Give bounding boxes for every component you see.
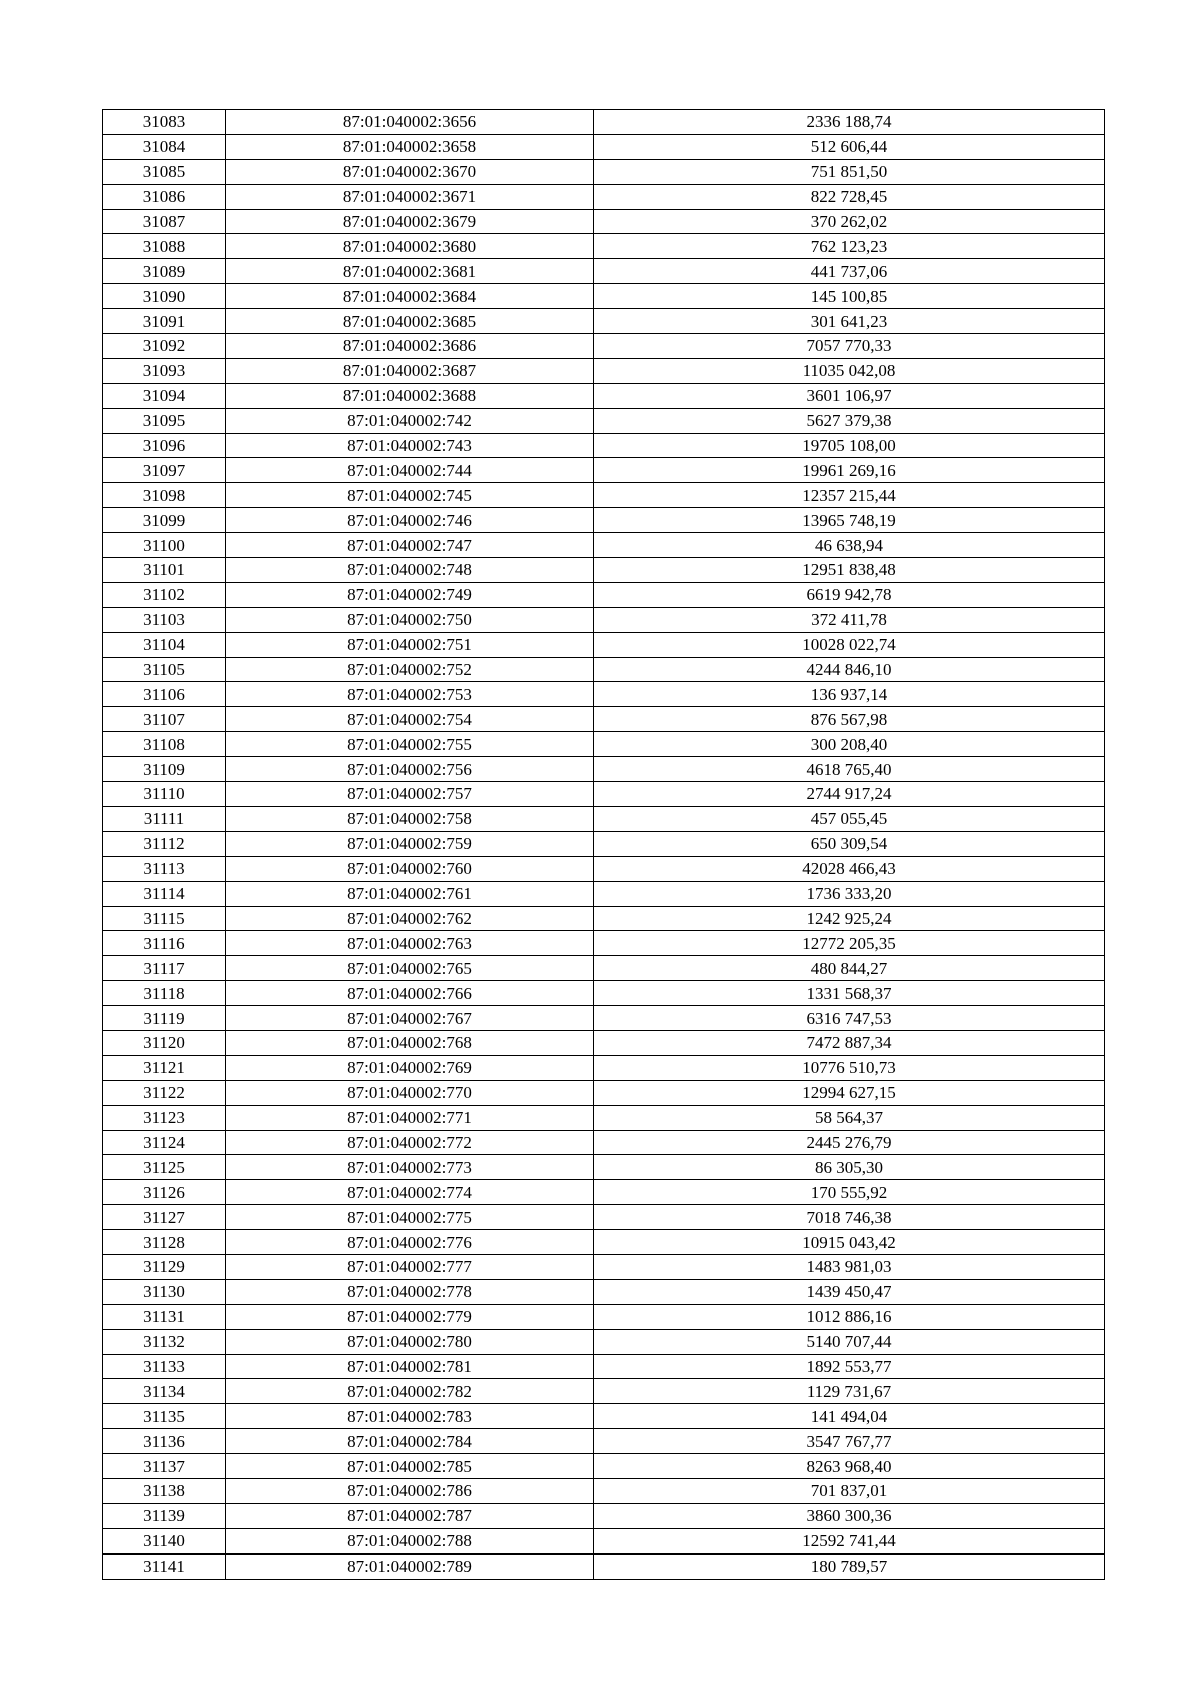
row-number-cell: 31095: [103, 408, 226, 433]
row-number-cell: 31097: [103, 458, 226, 483]
table-row: [103, 1354, 1105, 1379]
cadastral-number-cell: 87:01:040002:788: [226, 1528, 594, 1553]
table-row: [103, 334, 1105, 359]
cadastral-number-cell: 87:01:040002:759: [226, 831, 594, 856]
cadastral-number-cell: 87:01:040002:762: [226, 906, 594, 931]
cadastral-number-cell: 87:01:040002:768: [226, 1030, 594, 1055]
cadastral-number-cell: 87:01:040002:3684: [226, 284, 594, 309]
table-row: [103, 508, 1105, 533]
row-number-cell: 31092: [103, 334, 226, 359]
cadastral-value-cell: 8263 968,40: [594, 1454, 1105, 1479]
cadastral-number-cell: 87:01:040002:3670: [226, 159, 594, 184]
row-number-cell: 31096: [103, 433, 226, 458]
row-number-cell: 31138: [103, 1478, 226, 1503]
row-number-cell: 31134: [103, 1379, 226, 1404]
table-row: [103, 1130, 1105, 1155]
cadastral-number-cell: 87:01:040002:755: [226, 732, 594, 757]
row-number-cell: 31126: [103, 1180, 226, 1205]
cadastral-number-cell: 87:01:040002:763: [226, 931, 594, 956]
table-row: [103, 159, 1105, 184]
row-number-cell: 31107: [103, 707, 226, 732]
row-number-cell: 31111: [103, 806, 226, 831]
cadastral-value-cell: 19961 269,16: [594, 458, 1105, 483]
cadastral-number-cell: 87:01:040002:3671: [226, 184, 594, 209]
cadastral-value-cell: 5140 707,44: [594, 1329, 1105, 1354]
cadastral-value-cell: 58 564,37: [594, 1105, 1105, 1130]
table-row: [103, 284, 1105, 309]
table-row: [103, 309, 1105, 334]
cadastral-number-cell: 87:01:040002:746: [226, 508, 594, 533]
table-row: [103, 732, 1105, 757]
row-number-cell: 31109: [103, 757, 226, 782]
table-row: [103, 707, 1105, 732]
row-number-cell: 31085: [103, 159, 226, 184]
row-number-cell: 31122: [103, 1080, 226, 1105]
table-row: [103, 1404, 1105, 1429]
row-number-cell: 31103: [103, 607, 226, 632]
cadastral-number-cell: 87:01:040002:757: [226, 782, 594, 807]
cadastral-number-cell: 87:01:040002:789: [226, 1554, 594, 1579]
table-row: [103, 1205, 1105, 1230]
row-number-cell: 31101: [103, 558, 226, 583]
cadastral-number-cell: 87:01:040002:3685: [226, 309, 594, 334]
row-number-cell: 31120: [103, 1030, 226, 1055]
table-row: [103, 483, 1105, 508]
row-number-cell: 31125: [103, 1155, 226, 1180]
table-row: [103, 931, 1105, 956]
row-number-cell: 31129: [103, 1254, 226, 1279]
table-row: [103, 184, 1105, 209]
table-row: [103, 757, 1105, 782]
row-number-cell: 31104: [103, 632, 226, 657]
table-row: [103, 533, 1105, 558]
cadastral-number-cell: 87:01:040002:3679: [226, 209, 594, 234]
table-row: [103, 1528, 1105, 1553]
cadastral-value-cell: 372 411,78: [594, 607, 1105, 632]
table-row: [103, 981, 1105, 1006]
cadastral-number-cell: 87:01:040002:769: [226, 1055, 594, 1080]
table-row: [103, 1055, 1105, 1080]
table-row: [103, 1180, 1105, 1205]
row-number-cell: 31088: [103, 234, 226, 259]
table-row: [103, 906, 1105, 931]
cadastral-value-cell: 512 606,44: [594, 134, 1105, 159]
table-row: [103, 1030, 1105, 1055]
table-row: [103, 582, 1105, 607]
table-row: [103, 831, 1105, 856]
table-row: [103, 1254, 1105, 1279]
row-number-cell: 31127: [103, 1205, 226, 1230]
cadastral-value-cell: 10915 043,42: [594, 1230, 1105, 1255]
cadastral-number-cell: 87:01:040002:785: [226, 1454, 594, 1479]
row-number-cell: 31098: [103, 483, 226, 508]
cadastral-number-cell: 87:01:040002:745: [226, 483, 594, 508]
cadastral-number-cell: 87:01:040002:749: [226, 582, 594, 607]
cadastral-value-cell: 1892 553,77: [594, 1354, 1105, 1379]
cadastral-number-cell: 87:01:040002:779: [226, 1304, 594, 1329]
table-row: [103, 657, 1105, 682]
row-number-cell: 31128: [103, 1230, 226, 1255]
cadastral-value-cell: 1483 981,03: [594, 1254, 1105, 1279]
table-row: [103, 383, 1105, 408]
row-number-cell: 31105: [103, 657, 226, 682]
cadastral-number-cell: 87:01:040002:752: [226, 657, 594, 682]
row-number-cell: 31135: [103, 1404, 226, 1429]
table-row: [103, 1379, 1105, 1404]
table-row: [103, 1554, 1105, 1579]
cadastral-number-cell: 87:01:040002:774: [226, 1180, 594, 1205]
cadastral-number-cell: 87:01:040002:772: [226, 1130, 594, 1155]
table-row: [103, 110, 1105, 135]
row-number-cell: 31091: [103, 309, 226, 334]
cadastral-value-cell: 86 305,30: [594, 1155, 1105, 1180]
table-row: [103, 1230, 1105, 1255]
cadastral-value-cell: 4244 846,10: [594, 657, 1105, 682]
table-row: [103, 1429, 1105, 1454]
cadastral-number-cell: 87:01:040002:3656: [226, 110, 594, 135]
cadastral-number-cell: 87:01:040002:778: [226, 1279, 594, 1304]
table-row: [103, 558, 1105, 583]
cadastral-value-cell: 441 737,06: [594, 259, 1105, 284]
row-number-cell: 31090: [103, 284, 226, 309]
cadastral-number-cell: 87:01:040002:3687: [226, 358, 594, 383]
cadastral-value-cell: 751 851,50: [594, 159, 1105, 184]
table-row: [103, 1080, 1105, 1105]
cadastral-number-cell: 87:01:040002:765: [226, 956, 594, 981]
cadastral-number-cell: 87:01:040002:3681: [226, 259, 594, 284]
row-number-cell: 31119: [103, 1006, 226, 1031]
cadastral-value-cell: 370 262,02: [594, 209, 1105, 234]
cadastral-value-cell: 10776 510,73: [594, 1055, 1105, 1080]
row-number-cell: 31114: [103, 881, 226, 906]
row-number-cell: 31130: [103, 1279, 226, 1304]
table-row: [103, 881, 1105, 906]
cadastral-number-cell: 87:01:040002:758: [226, 806, 594, 831]
cadastral-number-cell: 87:01:040002:771: [226, 1105, 594, 1130]
cadastral-number-cell: 87:01:040002:3686: [226, 334, 594, 359]
table-row: [103, 632, 1105, 657]
row-number-cell: 31086: [103, 184, 226, 209]
row-number-cell: 31115: [103, 906, 226, 931]
cadastral-number-cell: 87:01:040002:747: [226, 533, 594, 558]
cadastral-value-cell: 822 728,45: [594, 184, 1105, 209]
table-row: [103, 1503, 1105, 1528]
row-number-cell: 31106: [103, 682, 226, 707]
cadastral-number-cell: 87:01:040002:753: [226, 682, 594, 707]
table-row: [103, 1155, 1105, 1180]
row-number-cell: 31141: [103, 1554, 226, 1579]
cadastral-value-cell: 457 055,45: [594, 806, 1105, 831]
cadastral-value-cell: 2336 188,74: [594, 110, 1105, 135]
cadastral-number-cell: 87:01:040002:766: [226, 981, 594, 1006]
cadastral-number-cell: 87:01:040002:754: [226, 707, 594, 732]
cadastral-value-cell: 42028 466,43: [594, 856, 1105, 881]
row-number-cell: 31100: [103, 533, 226, 558]
row-number-cell: 31121: [103, 1055, 226, 1080]
cadastral-number-cell: 87:01:040002:767: [226, 1006, 594, 1031]
table-row: [103, 458, 1105, 483]
cadastral-value-cell: 762 123,23: [594, 234, 1105, 259]
cadastral-number-cell: 87:01:040002:776: [226, 1230, 594, 1255]
cadastral-value-cell: 12951 838,48: [594, 558, 1105, 583]
cadastral-value-cell: 301 641,23: [594, 309, 1105, 334]
cadastral-value-cell: 12592 741,44: [594, 1528, 1105, 1553]
cadastral-value-cell: 6316 747,53: [594, 1006, 1105, 1031]
cadastral-value-cell: 13965 748,19: [594, 508, 1105, 533]
cadastral-number-cell: 87:01:040002:761: [226, 881, 594, 906]
row-number-cell: 31137: [103, 1454, 226, 1479]
cadastral-value-table: [102, 109, 1105, 1580]
cadastral-value-cell: 7057 770,33: [594, 334, 1105, 359]
table-row: [103, 1105, 1105, 1130]
cadastral-number-cell: 87:01:040002:787: [226, 1503, 594, 1528]
row-number-cell: 31136: [103, 1429, 226, 1454]
cadastral-number-cell: 87:01:040002:780: [226, 1329, 594, 1354]
table-row: [103, 1454, 1105, 1479]
table-row: [103, 1304, 1105, 1329]
row-number-cell: 31132: [103, 1329, 226, 1354]
row-number-cell: 31117: [103, 956, 226, 981]
cadastral-value-cell: 480 844,27: [594, 956, 1105, 981]
cadastral-value-cell: 170 555,92: [594, 1180, 1105, 1205]
cadastral-value-cell: 7018 746,38: [594, 1205, 1105, 1230]
cadastral-value-cell: 1736 333,20: [594, 881, 1105, 906]
table-row: [103, 209, 1105, 234]
table-row: [103, 358, 1105, 383]
row-number-cell: 31099: [103, 508, 226, 533]
cadastral-number-cell: 87:01:040002:748: [226, 558, 594, 583]
table-row: [103, 134, 1105, 159]
table-row: [103, 806, 1105, 831]
cadastral-number-cell: 87:01:040002:775: [226, 1205, 594, 1230]
cadastral-number-cell: 87:01:040002:3688: [226, 383, 594, 408]
cadastral-value-cell: 300 208,40: [594, 732, 1105, 757]
cadastral-value-cell: 3547 767,77: [594, 1429, 1105, 1454]
cadastral-value-cell: 1242 925,24: [594, 906, 1105, 931]
table-row: [103, 607, 1105, 632]
cadastral-value-cell: 46 638,94: [594, 533, 1105, 558]
cadastral-value-cell: 7472 887,34: [594, 1030, 1105, 1055]
row-number-cell: 31123: [103, 1105, 226, 1130]
cadastral-value-cell: 11035 042,08: [594, 358, 1105, 383]
cadastral-value-cell: 1331 568,37: [594, 981, 1105, 1006]
table-row: [103, 1006, 1105, 1031]
cadastral-number-cell: 87:01:040002:750: [226, 607, 594, 632]
cadastral-value-cell: 12357 215,44: [594, 483, 1105, 508]
table-row: [103, 682, 1105, 707]
cadastral-value-cell: 1012 886,16: [594, 1304, 1105, 1329]
cadastral-number-cell: 87:01:040002:3658: [226, 134, 594, 159]
row-number-cell: 31108: [103, 732, 226, 757]
row-number-cell: 31139: [103, 1503, 226, 1528]
row-number-cell: 31087: [103, 209, 226, 234]
cadastral-value-cell: 3601 106,97: [594, 383, 1105, 408]
cadastral-number-cell: 87:01:040002:783: [226, 1404, 594, 1429]
cadastral-number-cell: 87:01:040002:744: [226, 458, 594, 483]
row-number-cell: 31089: [103, 259, 226, 284]
table-row: [103, 956, 1105, 981]
cadastral-number-cell: 87:01:040002:760: [226, 856, 594, 881]
cadastral-value-cell: 6619 942,78: [594, 582, 1105, 607]
row-number-cell: 31102: [103, 582, 226, 607]
cadastral-number-cell: 87:01:040002:773: [226, 1155, 594, 1180]
row-number-cell: 31093: [103, 358, 226, 383]
table-row: [103, 1478, 1105, 1503]
cadastral-value-cell: 19705 108,00: [594, 433, 1105, 458]
table-row: [103, 259, 1105, 284]
table-row: [103, 234, 1105, 259]
cadastral-number-cell: 87:01:040002:756: [226, 757, 594, 782]
cadastral-value-cell: 701 837,01: [594, 1478, 1105, 1503]
row-number-cell: 31133: [103, 1354, 226, 1379]
row-number-cell: 31084: [103, 134, 226, 159]
cadastral-value-cell: 4618 765,40: [594, 757, 1105, 782]
cadastral-number-cell: 87:01:040002:782: [226, 1379, 594, 1404]
cadastral-value-cell: 2744 917,24: [594, 782, 1105, 807]
table-row: [103, 433, 1105, 458]
cadastral-value-cell: 2445 276,79: [594, 1130, 1105, 1155]
table-row: [103, 1329, 1105, 1354]
cadastral-number-cell: 87:01:040002:751: [226, 632, 594, 657]
table-row: [103, 782, 1105, 807]
cadastral-number-cell: 87:01:040002:786: [226, 1478, 594, 1503]
row-number-cell: 31140: [103, 1528, 226, 1553]
row-number-cell: 31116: [103, 931, 226, 956]
row-number-cell: 31094: [103, 383, 226, 408]
cadastral-value-cell: 180 789,57: [594, 1554, 1105, 1579]
table-body: [103, 110, 1105, 1580]
row-number-cell: 31110: [103, 782, 226, 807]
cadastral-number-cell: 87:01:040002:742: [226, 408, 594, 433]
cadastral-value-cell: 5627 379,38: [594, 408, 1105, 433]
cadastral-value-cell: 145 100,85: [594, 284, 1105, 309]
cadastral-value-cell: 1129 731,67: [594, 1379, 1105, 1404]
cadastral-number-cell: 87:01:040002:3680: [226, 234, 594, 259]
cadastral-value-cell: 12994 627,15: [594, 1080, 1105, 1105]
row-number-cell: 31124: [103, 1130, 226, 1155]
cadastral-number-cell: 87:01:040002:777: [226, 1254, 594, 1279]
cadastral-number-cell: 87:01:040002:784: [226, 1429, 594, 1454]
cadastral-number-cell: 87:01:040002:781: [226, 1354, 594, 1379]
table-row: [103, 856, 1105, 881]
cadastral-value-cell: 141 494,04: [594, 1404, 1105, 1429]
cadastral-value-cell: 12772 205,35: [594, 931, 1105, 956]
cadastral-value-cell: 876 567,98: [594, 707, 1105, 732]
row-number-cell: 31131: [103, 1304, 226, 1329]
table-row: [103, 1279, 1105, 1304]
table-row: [103, 408, 1105, 433]
cadastral-value-cell: 650 309,54: [594, 831, 1105, 856]
row-number-cell: 31113: [103, 856, 226, 881]
row-number-cell: 31112: [103, 831, 226, 856]
cadastral-number-cell: 87:01:040002:770: [226, 1080, 594, 1105]
row-number-cell: 31083: [103, 110, 226, 135]
cadastral-value-cell: 10028 022,74: [594, 632, 1105, 657]
cadastral-value-cell: 1439 450,47: [594, 1279, 1105, 1304]
row-number-cell: 31118: [103, 981, 226, 1006]
cadastral-value-cell: 3860 300,36: [594, 1503, 1105, 1528]
cadastral-value-cell: 136 937,14: [594, 682, 1105, 707]
cadastral-number-cell: 87:01:040002:743: [226, 433, 594, 458]
